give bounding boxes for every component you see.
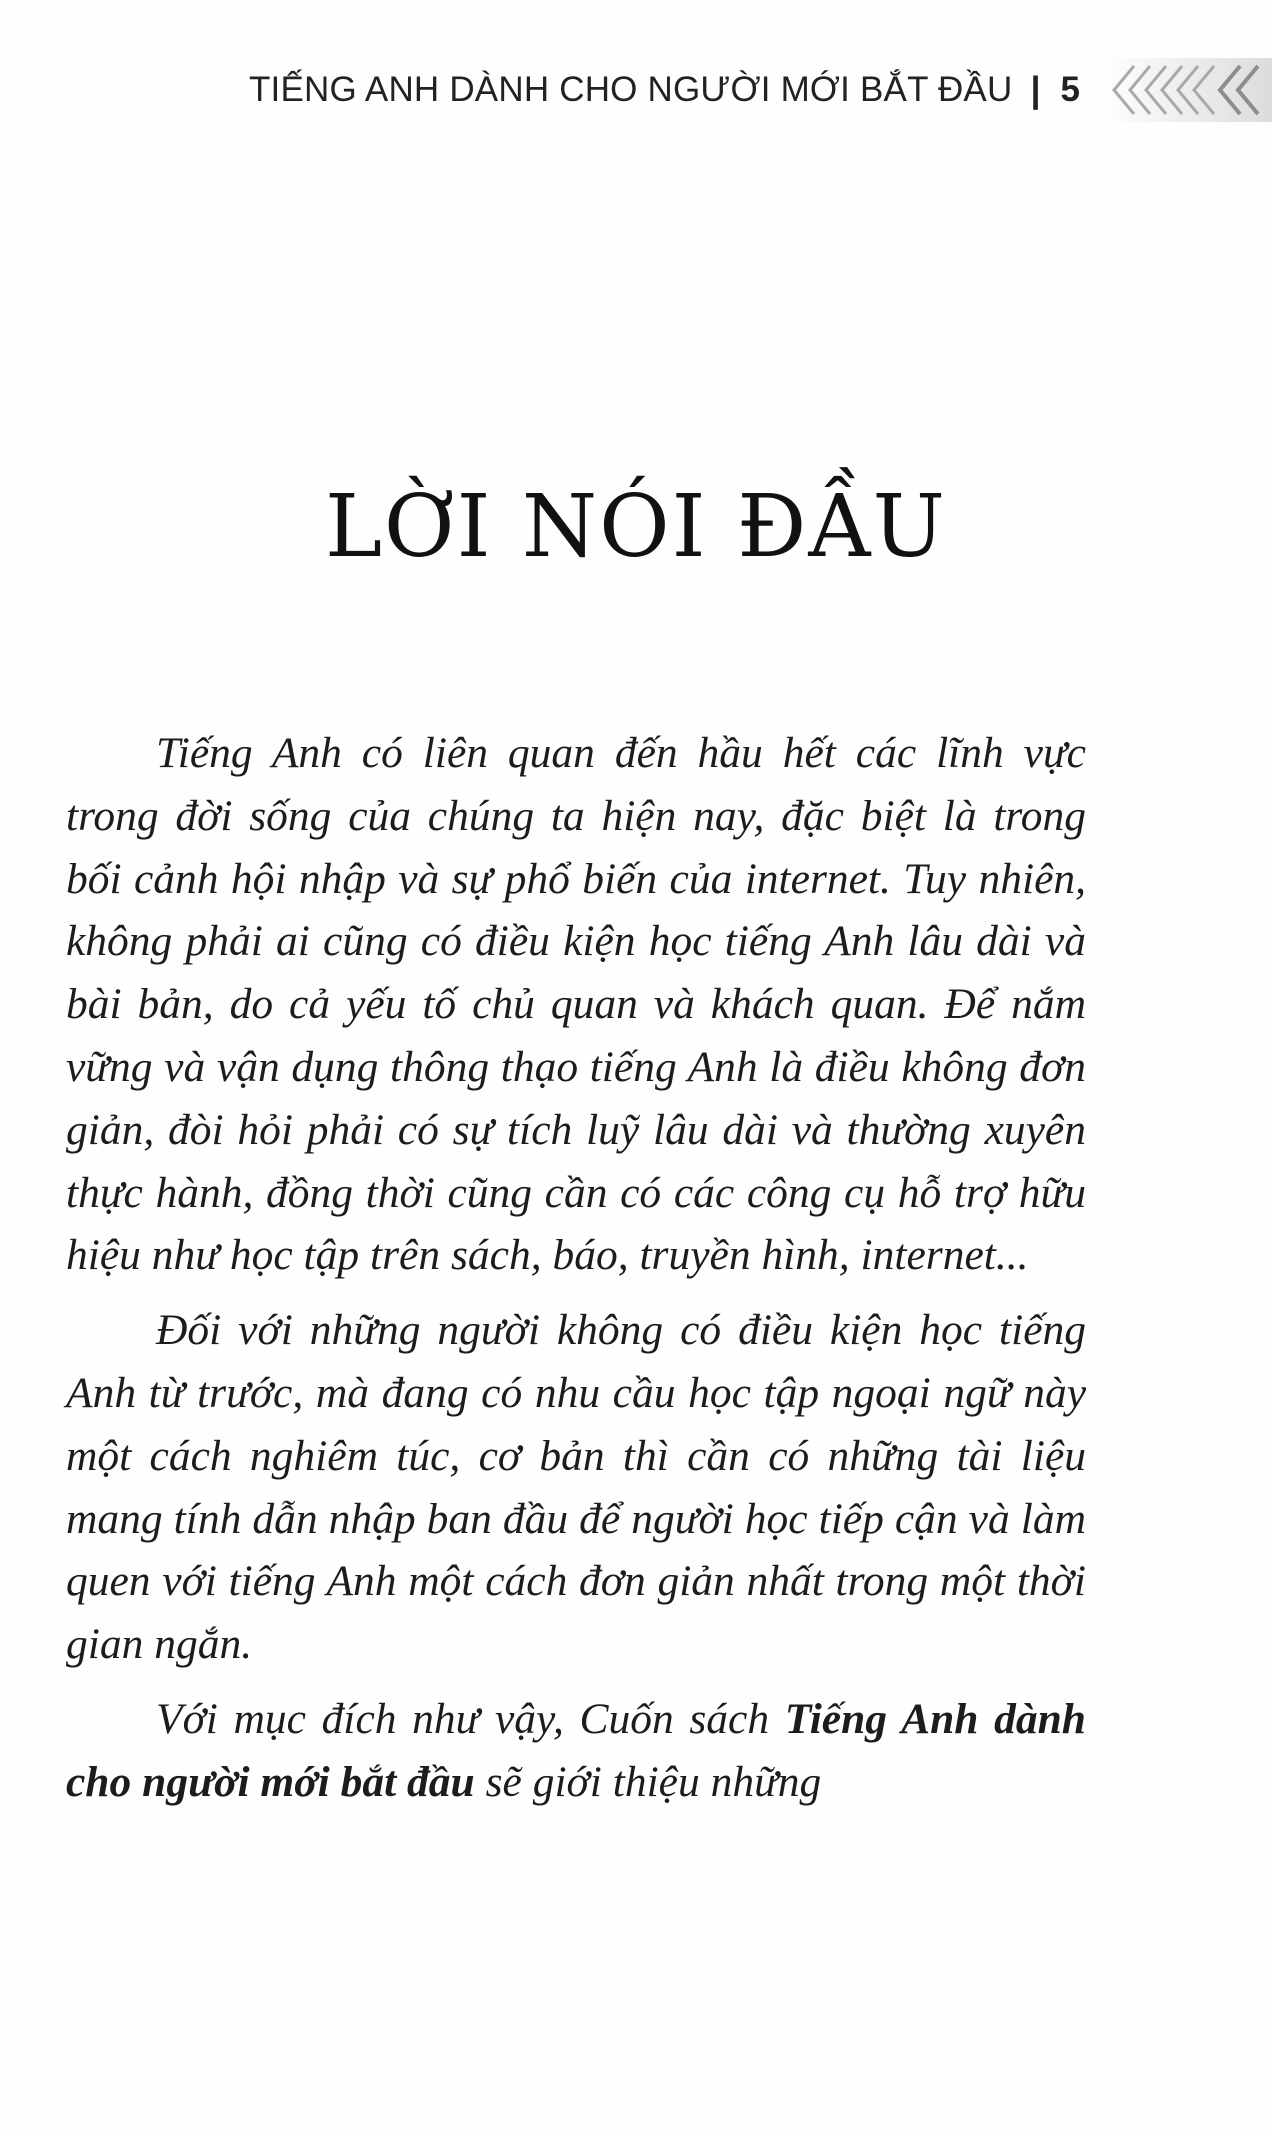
header-book-title: TIẾNG ANH DÀNH CHO NGƯỜI MỚI BẮT ĐẦU	[248, 70, 1013, 109]
running-header	[249, 58, 1272, 122]
paragraph-3-start: Với mục đích như vậy, Cuốn sách	[156, 1694, 785, 1743]
chevron-band-icon	[1100, 58, 1272, 122]
paragraph-2: Đối với những người không có điều kiện học tiếng Anh từ trước, mà đang có nhu cầu học tập ngoại ngữ này một cách nghiêm túc, cơ bản thì cần có những tài liệu mang tính dẫn nhập ban đầu để người học tiếp cận và làm quen với tiếng Anh một cách đơn giản nhất trong một thời gian ngắn.	[66, 1306, 1086, 1669]
chapter-title: LỜI NÓI ĐẦU	[325, 477, 947, 577]
header-separator: |	[1030, 69, 1041, 110]
paragraph-3-end: sẽ giới thiệu những	[474, 1757, 822, 1806]
paragraph-1: Tiếng Anh có liên quan đến hầu hết các lĩnh vực trong đời sống của chúng ta hiện nay, đặc biệt là trong bối cảnh hội nhập và sự phổ biến của internet. Tuy nhiên, không phải ai cũng có điều kiện học tiếng Anh lâu dài và bài bản, do cả yếu tố chủ quan và khách quan. Để nắm vững và vận dụng thông thạo tiếng Anh là điều không đơn giản, đòi hỏi phải có sự tích luỹ lâu dài và thường xuyên thực hành, đồng thời cũng cần có các công cụ hỗ trợ hữu hiệu như học tập trên sách, báo, truyền hình, internet...	[66, 729, 1086, 1280]
paragraph-3	[66, 1688, 1086, 1814]
page-number: 5	[1060, 70, 1080, 109]
body-text	[66, 722, 1086, 1826]
book-title-emphasis: Tiếng Anh dành cho người mới bắt đầu	[66, 1694, 1086, 1806]
